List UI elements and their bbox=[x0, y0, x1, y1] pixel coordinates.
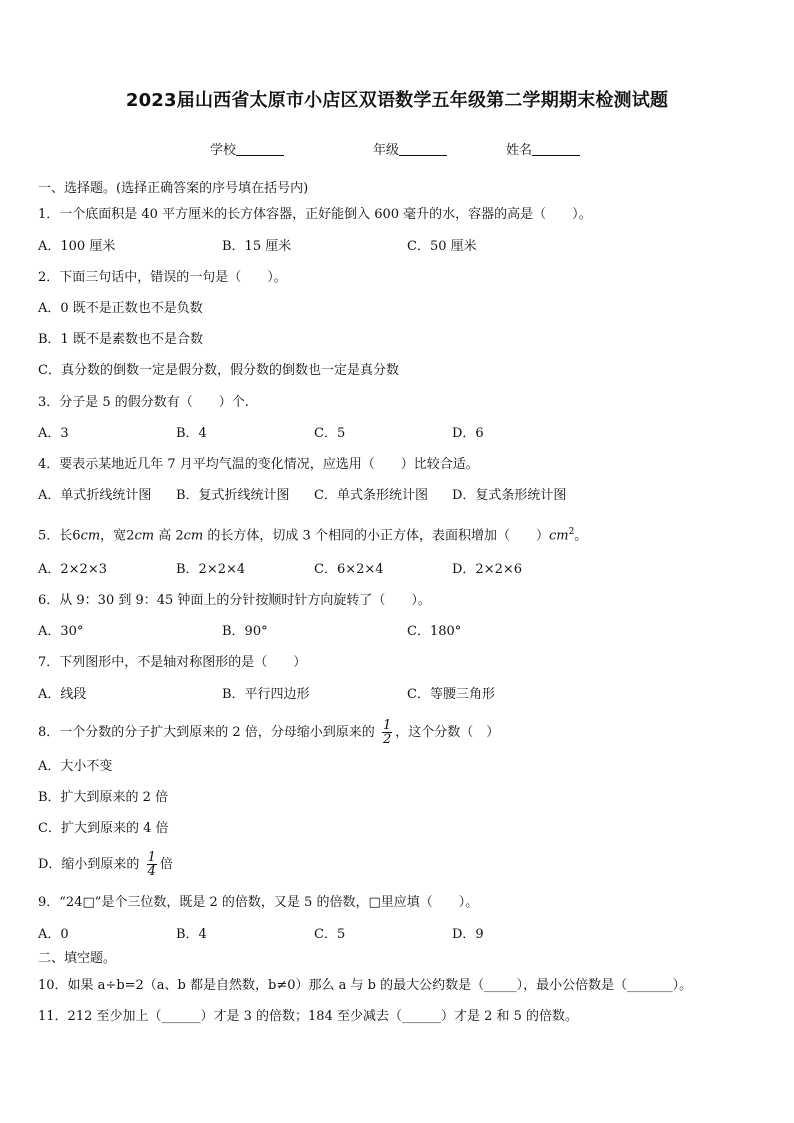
q8-option-d-fraction bbox=[147, 851, 157, 878]
q8-option-d[interactable] bbox=[38, 851, 173, 878]
q5-width: 2 bbox=[126, 528, 135, 544]
question-2: 2．下面三句话中，错误的一句是（ ）。 bbox=[38, 270, 287, 285]
q8-option-c[interactable]: C．扩大到原来的 4 倍 bbox=[38, 821, 169, 836]
q8-fraction-denominator: 2 bbox=[382, 732, 392, 747]
q3-option-b[interactable]: B．4 bbox=[176, 426, 207, 441]
q8-option-d-post: 倍 bbox=[159, 857, 173, 872]
school-label: 学校 bbox=[210, 143, 237, 158]
q5-unit-3: cm bbox=[183, 528, 204, 544]
q4-option-c[interactable]: C．单式条形统计图 bbox=[314, 488, 428, 503]
q3-option-d[interactable]: D．6 bbox=[452, 426, 484, 441]
q5-unit-2: cm bbox=[134, 528, 155, 544]
q7-option-a[interactable]: A．线段 bbox=[38, 687, 87, 702]
q4-option-d[interactable]: D．复式条形统计图 bbox=[452, 488, 567, 503]
q6-option-c[interactable]: C．180° bbox=[407, 624, 462, 639]
q5-part-1: 5．长 bbox=[38, 528, 73, 544]
question-10: 10．如果 a÷b=2（a、b 都是自然数，b≠0）那么 a 与 b 的最大公约数是（_____），最小公倍数是（_______）。 bbox=[38, 978, 693, 993]
q3-option-a[interactable]: A．3 bbox=[38, 426, 69, 441]
q9-option-a[interactable]: A．0 bbox=[38, 927, 69, 942]
q6-option-a[interactable]: A．30° bbox=[38, 624, 84, 639]
q2-option-b[interactable]: B．1 既不是素数也不是合数 bbox=[38, 332, 203, 347]
q5-part-2: ，宽 bbox=[100, 528, 127, 544]
q3-option-c[interactable]: C．5 bbox=[314, 426, 346, 441]
q6-option-b[interactable]: B．90° bbox=[222, 624, 268, 639]
q1-option-c[interactable]: C．50 厘米 bbox=[407, 239, 477, 254]
question-5 bbox=[38, 523, 587, 545]
q9-option-b[interactable]: B．4 bbox=[176, 927, 207, 942]
q2-option-a[interactable]: A．0 既不是正数也不是负数 bbox=[38, 301, 203, 316]
school-field[interactable] bbox=[210, 139, 284, 158]
q5-length: 6 bbox=[72, 528, 81, 544]
q8-d-fraction-numerator: 1 bbox=[147, 850, 156, 865]
q4-option-a[interactable]: A．单式折线统计图 bbox=[38, 488, 152, 503]
section-1-heading: 一、选择题。(选择正确答案的序号填在括号内) bbox=[38, 181, 309, 196]
q5-option-a[interactable]: A．2×2×3 bbox=[38, 562, 107, 577]
q5-exponent: 2 bbox=[568, 527, 575, 537]
q8-option-d-pre: D．缩小到原来的 bbox=[38, 857, 140, 872]
q5-part-5: 。 bbox=[574, 528, 588, 544]
question-7: 7．下列图形中，不是轴对称图形的是（ ） bbox=[38, 655, 307, 670]
question-4: 4．要表示某地近几年 7 月平均气温的变化情况，应选用（ ）比较合适。 bbox=[38, 457, 479, 472]
q5-part-3: 高 bbox=[158, 528, 172, 544]
q7-option-c[interactable]: C．等腰三角形 bbox=[407, 687, 495, 702]
q2-option-c[interactable]: C．真分数的倒数一定是假分数，假分数的倒数也一定是真分数 bbox=[38, 363, 399, 378]
question-3: 3．分子是 5 的假分数有（ ）个. bbox=[38, 395, 249, 410]
q8-tail: ，这个分数（ ） bbox=[395, 725, 500, 740]
q5-part-4: 的长方体，切成 3 个相同的小正方体，表面积增加（ ） bbox=[207, 528, 549, 544]
name-field[interactable] bbox=[506, 139, 580, 158]
grade-blank[interactable] bbox=[399, 143, 447, 156]
page-title: 2023届山西省太原市小店区双语数学五年级第二学期期末检测试题 bbox=[125, 90, 669, 111]
q1-option-a[interactable]: A．100 厘米 bbox=[38, 239, 116, 254]
q9-option-c[interactable]: C．5 bbox=[314, 927, 346, 942]
name-blank[interactable] bbox=[532, 143, 580, 156]
question-11: 11．212 至少加上（______）才是 3 的倍数；184 至少减去（______）才是 2 和 5 的倍数。 bbox=[38, 1009, 579, 1024]
name-label: 姓名 bbox=[506, 143, 533, 158]
q5-option-c[interactable]: C．6×2×4 bbox=[314, 562, 384, 577]
q5-height: 2 bbox=[175, 528, 184, 544]
section-2-heading: 二、填空题。 bbox=[38, 951, 117, 966]
school-blank[interactable] bbox=[236, 143, 284, 156]
q8-fraction-numerator: 1 bbox=[382, 718, 392, 733]
q8-text: 8．一个分数的分子扩大到原来的 2 倍，分母缩小到原来的 bbox=[38, 725, 375, 740]
question-8 bbox=[38, 719, 499, 746]
q8-fraction bbox=[382, 719, 392, 746]
question-1: 1．一个底面积是 40 平方厘米的长方体容器，正好能倒入 600 毫升的水，容器的高是（ ）。 bbox=[38, 207, 592, 222]
question-6: 6．从 9：30 到 9：45 钟面上的分针按顺时针方向旋转了（ ）。 bbox=[38, 593, 431, 608]
q8-d-fraction-denominator: 4 bbox=[147, 864, 156, 879]
grade-label: 年级 bbox=[373, 143, 400, 158]
q7-option-b[interactable]: B．平行四边形 bbox=[222, 687, 310, 702]
q1-option-b[interactable]: B．15 厘米 bbox=[222, 239, 292, 254]
q5-unit-1: cm bbox=[80, 528, 101, 544]
q8-option-b[interactable]: B．扩大到原来的 2 倍 bbox=[38, 790, 169, 805]
q5-unit-4: cm bbox=[548, 528, 569, 544]
q8-option-a[interactable]: A．大小不变 bbox=[38, 759, 113, 774]
q4-option-b[interactable]: B．复式折线统计图 bbox=[176, 488, 290, 503]
q5-option-d[interactable]: D．2×2×6 bbox=[452, 562, 523, 577]
q5-option-b[interactable]: B．2×2×4 bbox=[176, 562, 246, 577]
grade-field[interactable] bbox=[373, 139, 447, 158]
q9-option-d[interactable]: D．9 bbox=[452, 927, 484, 942]
question-9: 9．“24□”是个三位数，既是 2 的倍数，又是 5 的倍数，□里应填（ ）。 bbox=[38, 895, 479, 910]
